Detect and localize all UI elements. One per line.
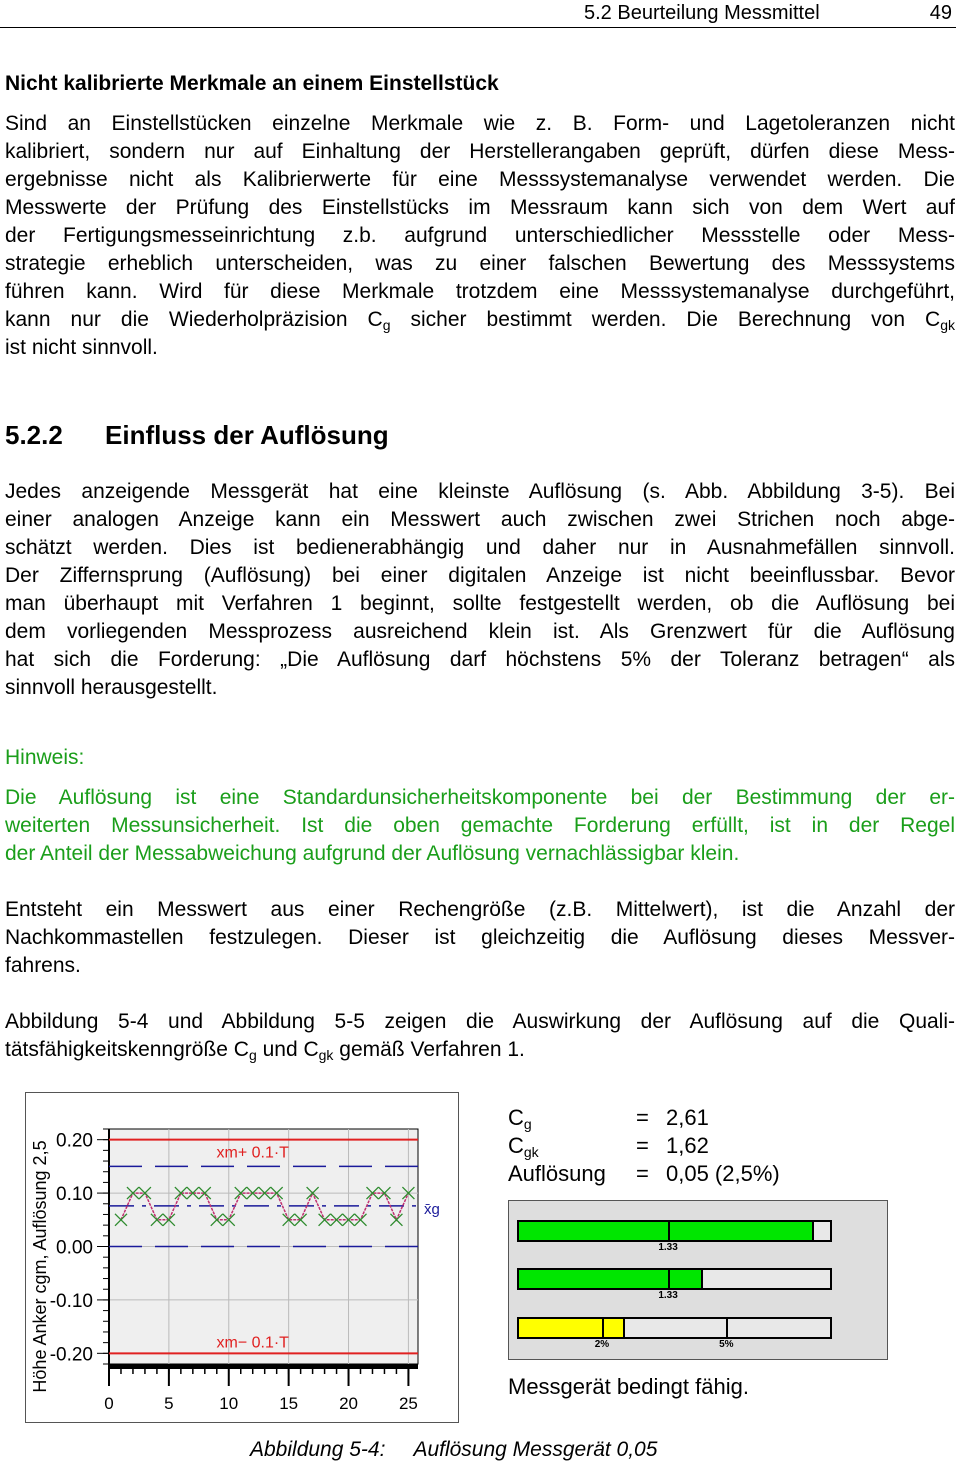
stat-equals: = [636,1105,649,1130]
caption-label: Abbildung 5-4: [250,1438,386,1461]
y-tick-label: 0.10 [56,1184,93,1206]
stat-name: $C_{gk}$ [508,1133,539,1160]
text-line: führen kann. Wird für diese Merkmale trotzdem eine Messsystemanalyse durchgeführt, [5,280,955,303]
text-line [5,1036,955,1064]
text-line: Jedes anzeigende Messgerät hat eine kleinste Auflösung (s. Abb. Abbildung 3-5). Bei [5,480,955,503]
text-line: dem vorliegenden Messprozess ausreichend klein ist. Als Grenzwert für die Auflösung [5,620,955,643]
header-section: 5.2 Beurteilung Messmittel [584,2,820,24]
stat-value: 1,62 [666,1133,709,1158]
verdict-text: Messgerät bedingt fähig. [508,1374,749,1399]
page-header [0,0,956,28]
threshold-label: 1.33 [658,1290,678,1301]
stat-row [508,1160,780,1188]
paragraph-2 [5,478,955,702]
subscript: gk [523,1144,539,1160]
note-paragraph [5,784,955,868]
limit-label: xm− 0.1·T [216,1334,289,1352]
text-segment: kann nur die Wiederholpräzision C [5,308,383,331]
paragraph-4 [5,1008,955,1064]
page-number: 49 [929,2,952,24]
x-tick-label: 20 [339,1394,358,1413]
threshold-label: 1.33 [658,1242,678,1253]
text-line: man überhaupt mit Verfahren 1 beginnt, sollte festgestellt werden, ob die Auflösung bei [5,592,955,615]
paragraph-1 [5,110,955,362]
threshold-mark [668,1220,670,1242]
text-segment: gemäß Verfahren 1. [333,1038,525,1061]
text-line: weiterten Messunsicherheit. Ist die oben gemachte Forderung erfüllt, ist in der Regel [5,814,955,837]
note-heading: Hinweis: [5,746,85,769]
y-tick-label: -0.10 [49,1290,93,1312]
x-tick-label: 25 [398,1394,418,1413]
subscript: g [382,317,391,333]
x-tick-label: 5 [164,1394,174,1413]
capability-stats [508,1104,780,1188]
text-line: einer analogen Anzeige kann ein Messwert auch zwischen zwei Strichen noch abge- [5,508,955,531]
x-tick-label: 15 [279,1394,299,1413]
caption-text: Auflösung Messgerät 0,05 [413,1438,658,1461]
text-line: Entsteht ein Messwert aus einer Rechengröße (z.B. Mittelwert), ist die Anzahl der [5,898,955,921]
stat-value: 2,61 [666,1105,709,1130]
threshold-mark [668,1268,670,1290]
text-line: der Fertigungsmesseinrichtung z.b. aufgrund unterschiedlicher Messstelle oder Mess- [5,224,955,247]
text-line: der Anteil der Messabweichung aufgrund der Auflösung vernachlässigbar klein. [5,842,740,865]
text-line [5,306,955,334]
stat-row [508,1132,780,1160]
y-tick-label: 0.00 [56,1237,93,1259]
y-tick-label: -0.20 [49,1344,93,1366]
text-line: Messwerte der Prüfung des Einstellstücks im Messraum kann sich von dem Wert auf [5,196,955,219]
text-segment: tätsfähigkeitskenngröße C [5,1038,249,1061]
text-line: ist nicht sinnvoll. [5,336,158,359]
subheading-uncalibrated: Nicht kalibrierte Merkmale an einem Einstellstück [5,72,499,95]
x-axis-bar [109,1364,418,1369]
capability-bar [517,1220,832,1253]
text-segment: und C [256,1038,319,1061]
threshold-mark [602,1317,604,1339]
subscript: g [248,1047,257,1063]
limit-label: xm+ 0.1·T [216,1144,289,1162]
subscript: g [523,1116,532,1132]
value-chart [26,1093,458,1422]
text-line: strategie erheblich unterscheiden, was zu einer falschen Bewertung des Messsystems [5,252,955,275]
threshold-label: 2% [594,1339,610,1350]
subscript: gk [318,1047,334,1063]
mean-label: x̄g [424,1200,440,1218]
capability-bars [508,1200,888,1360]
capability-bar [517,1317,832,1350]
x-tick-label: 0 [104,1394,114,1413]
stat-value: 0,05 (2,5%) [666,1161,780,1186]
text-line: fahrens. [5,954,81,977]
bar-fill [519,1222,814,1240]
figure-caption [250,1438,657,1462]
stat-name: Auflösung [508,1161,606,1186]
section-title: Einfluss der Auflösung [105,420,389,450]
text-segment: sicher bestimmt werden. Die Berechnung von C [390,308,941,331]
bar-fill [519,1270,703,1288]
subscript: gk [940,317,956,333]
capability-bar [517,1268,832,1301]
bar-fill [519,1319,625,1337]
text-line: Die Auflösung ist eine Standardunsicherheitskomponente bei der Bestimmung der er- [5,786,955,809]
stat-name: $C_g$ [508,1105,532,1132]
threshold-mark [726,1317,728,1339]
paragraph-3 [5,896,955,980]
text-line: hat sich die Forderung: „Die Auflösung darf höchstens 5% der Toleranz betragen“ als [5,648,955,671]
figure-chart [25,1092,459,1423]
threshold-label: 5% [719,1339,734,1350]
text-line: Abbildung 5-4 und Abbildung 5-5 zeigen die Auswirkung der Auflösung auf die Quali- [5,1010,955,1033]
section-number: 5.2.2 [5,420,63,450]
text-line: Der Ziffernsprung (Auflösung) bei einer digitalen Anzeige ist nicht beeinflussbar. Bevor [5,564,955,587]
stat-equals: = [636,1133,649,1158]
text-line: sinnvoll herausgestellt. [5,676,218,699]
stat-row [508,1104,780,1132]
text-line: ergebnisse nicht als Kalibrierwerte für eine Messsystemanalyse verwendet werden. Die [5,168,955,191]
x-tick-label: 10 [219,1394,239,1413]
stat-equals: = [636,1161,649,1186]
text-line: kalibriert, sondern nur auf Einhaltung der Herstellerangaben geprüft, dürfen diese Mess- [5,140,955,163]
text-line: schätzt werden. Dies ist bedienerabhängig und daher nur in Ausnahmefällen sinnvoll. [5,536,955,559]
y-axis-label: Höhe Anker cgm, Auflösung 2,5 [30,1140,50,1393]
text-line: Sind an Einstellstücken einzelne Merkmale wie z. B. Form- und Lagetoleranzen nicht [5,112,955,135]
text-line: Nachkommastellen festzulegen. Dieser ist gleichzeitig die Auflösung dieses Messver- [5,926,955,949]
section-heading [5,420,389,451]
y-tick-label: 0.20 [56,1130,93,1152]
